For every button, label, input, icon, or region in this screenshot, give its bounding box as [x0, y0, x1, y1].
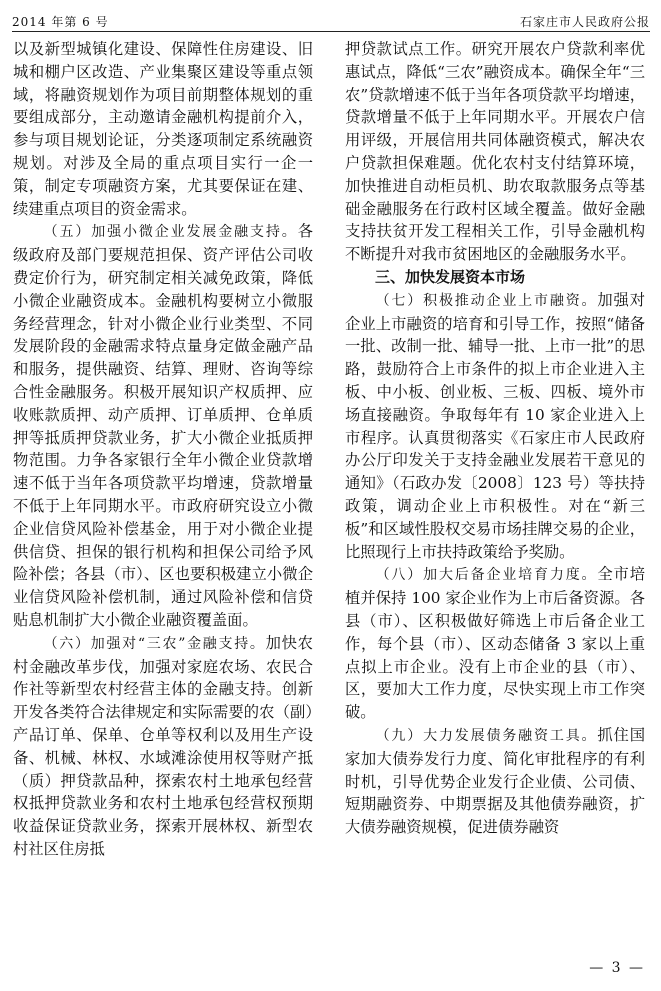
- publication-title: 石家庄市人民政府公报: [519, 15, 650, 29]
- paragraph: [345, 289, 645, 564]
- right-column: [345, 38, 645, 839]
- paragraph-text: 全市培植并保持 100 家企业作为上市后备资源。各县（市）、区积极做好筛选上市后备企业工作，每个县（市）、区动态储备 3 家以上重点拟上市企业。没有上市企业的县（市）、区，要加大工作力度，尽快实现上市工作突破。: [345, 565, 645, 722]
- paragraph: [13, 220, 313, 631]
- left-column: [13, 38, 313, 861]
- paragraph: [13, 632, 313, 861]
- subheading: （九）大力发展债务融资工具。: [375, 727, 598, 744]
- subheading: （八）加大后备企业培育力度。: [375, 567, 598, 584]
- page-header: [12, 8, 650, 30]
- paragraph-text: 各级政府及部门要规范担保、资产评估公司收费定价行为，研究制定相关减免政策，降低小微企业融资成本。金融机构要树立小微服务经营理念，针对小微企业行业类型、不同发展阶段的金融需求特点量身定做金融产品和服务，提供融资、结算、理财、咨询等综合性金融服务。积极开展知识产权质押、应收账款质押、动产质押、订单质押、仓单质押等抵质押贷款业务，扩大小微企业抵质押物范围。力争各家银行全年小微企业贷款增速不低于当年各项贷款平均增速，贷款增量不低于上年同期水平。市政府研究设立小微企业信贷风险补偿基金，用于对小微企业提供信贷、担保的银行机构和担保公司给予风险补偿；各县（市）、区也要积极建立小微企业信贷风险补偿机制，通过风险补偿和信贷贴息机制扩大小微企业融资覆盖面。: [13, 222, 313, 629]
- header-divider: [12, 31, 650, 32]
- paragraph-text: 抓住国家加大债券发行力度、简化审批程序的有利时机，引导优势企业发行企业债、公司债、短期融资券、中期票据及其他债券融资，扩大债券融资规模，促进债券融资: [345, 725, 645, 837]
- paragraph: 以及新型城镇化建设、保障性住房建设、旧城和棚户区改造、产业集聚区建设等重点领域，将融资规划作为项目前期整体规划的重要组成部分，主动邀请金融机构提前介入，参与项目规划论证，分类逐项制定系统融资规划。对涉及全局的重点项目实行一企一策，制定专项融资方案，尤其要保证在建、续建重点项目的资金需求。: [13, 40, 313, 218]
- subheading: （六）加强对“三农”金融支持。: [43, 635, 266, 652]
- paragraph-text: 加强对企业上市融资的培育和引导工作，按照“储备一批、改制一批、辅导一批、上市一批”的思路，鼓励符合上市条件的拟上市企业进入主板、中小板、创业板、三板、四板、境外市场直接融资。争取每年有 10 家企业进入上市程序。认真贯彻落实《石家庄市人民政府办公厅印发关于支持金融业发展若干意见的通知》（石政办发〔2008〕123 号）等扶持政策，调动企业上市积极性。对在“新三板”和区域性股权交易市场挂牌交易的企业，比照现行上市扶持政策给予奖励。: [345, 290, 645, 561]
- subheading: （七）积极推动企业上市融资。: [375, 292, 598, 309]
- paragraph-text: 加快农村金融改革步伐，加强对家庭农场、农民合作社等新型农村经营主体的金融支持。创新开发各类符合法律规定和实际需要的农（副）产品订单、保单、仓单等权利以及用生产设备、机械、林权、水域滩涂使用权等财产抵（质）押贷款品种，探索农村土地承包经营权抵押贷款业务和农村土地承包经营权预期收益保证贷款业务，探索开展林权、新型农村社区住房抵: [13, 633, 313, 858]
- issue-label: 2014 年第 6 号: [12, 15, 109, 29]
- paragraph: 押贷款试点工作。研究开展农户贷款利率优惠试点，降低“三农”融资成本。确保全年“三农”贷款增速不低于当年各项贷款平均增速，贷款增量不低于上年同期水平。开展农户信用评级，开展信用共同体融资模式，解决农户贷款担保难题。优化农村支付结算环境，加快推进自动柜员机、助农取款服务点等基础金融服务在行政村区域全覆盖。做好金融支持扶贫开发工程相关工作，引导金融机构不断提升对我市贫困地区的金融服务水平。: [345, 40, 645, 264]
- section-heading: 三、加快发展资本市场: [375, 267, 526, 286]
- page-number: — 3 —: [589, 960, 645, 976]
- subheading: （五）加强小微企业发展金融支持。: [43, 224, 298, 241]
- paragraph: [345, 563, 645, 724]
- paragraph: [345, 724, 645, 839]
